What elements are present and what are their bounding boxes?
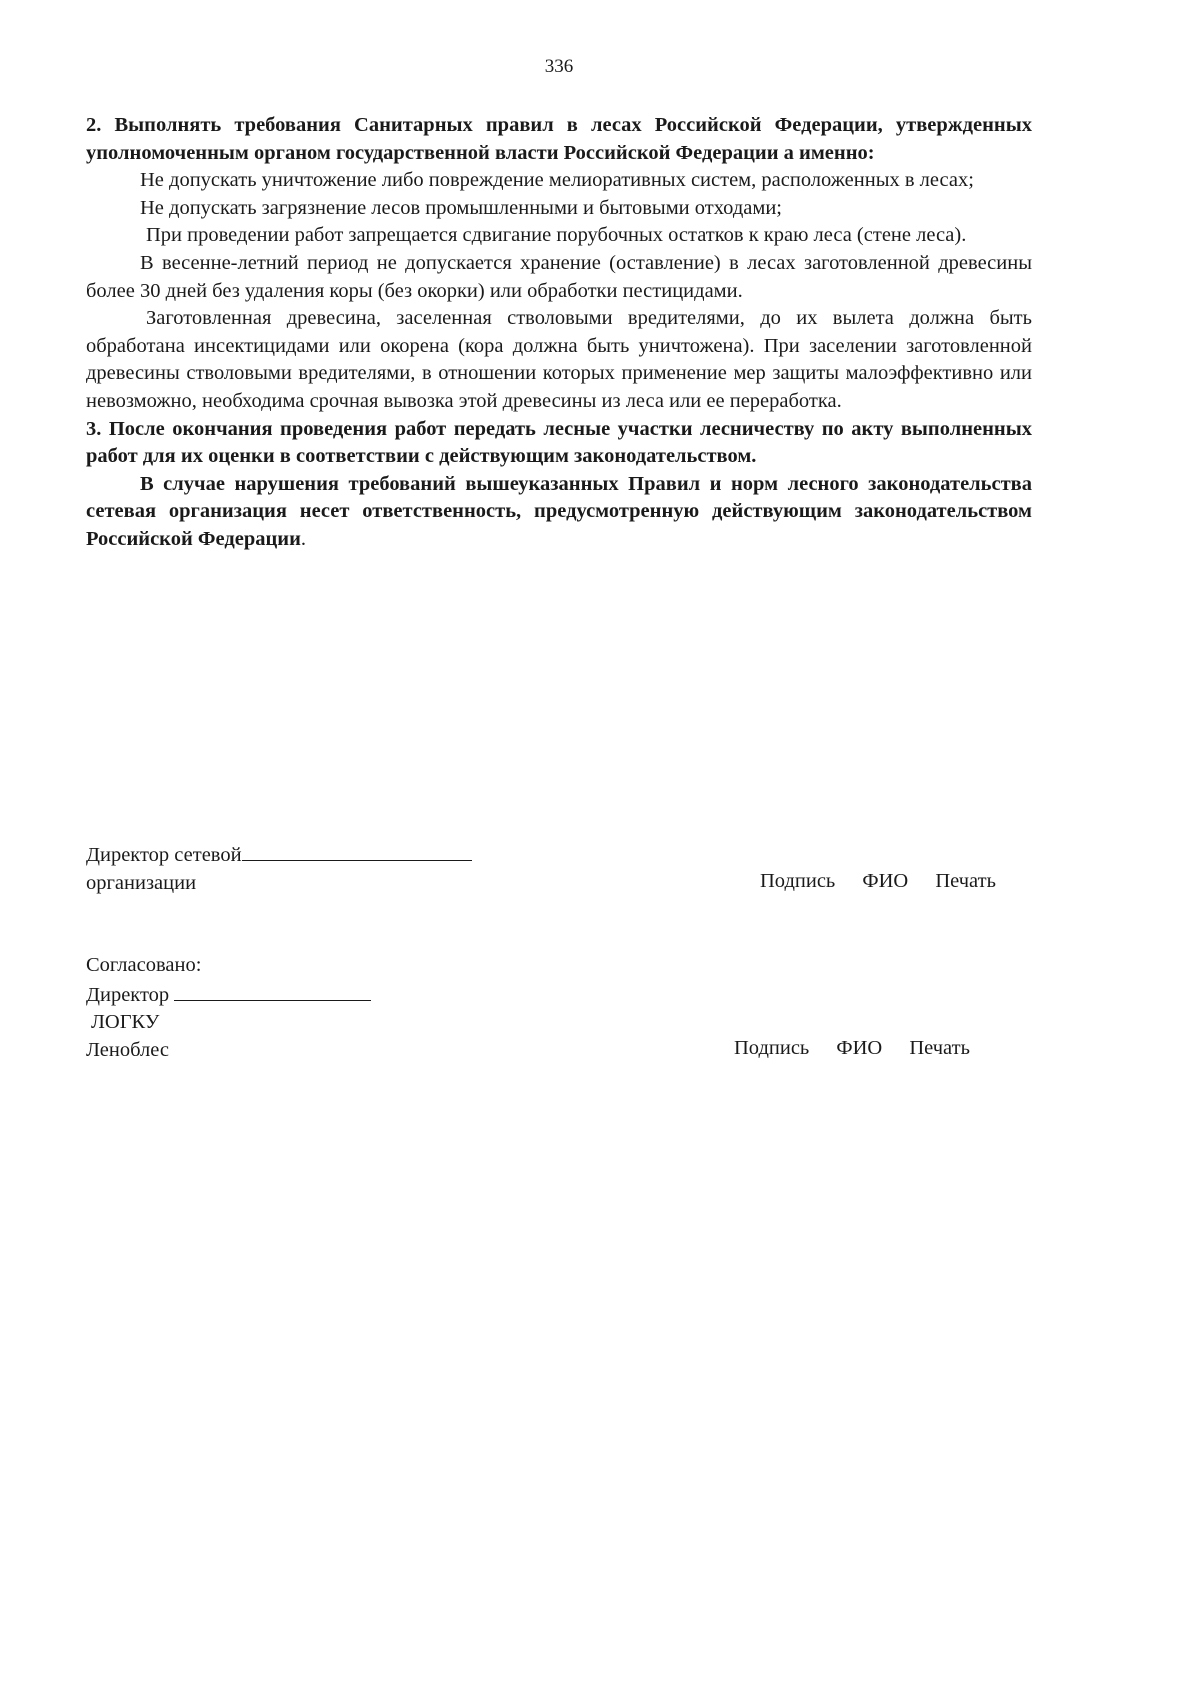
approver-title-line3: Леноблес [86, 1038, 169, 1061]
signature-line [174, 980, 371, 1001]
clause-2-item-reclamation: Не допускать уничтожение либо повреждение мелиоративных систем, расположенных в лесах; [140, 169, 974, 192]
clause-2-item-pollution: Не допускать загрязнение лесов промышленными и бытовыми отходами; [140, 196, 783, 219]
name-label: ФИО [862, 870, 909, 892]
page-number: 336 [544, 56, 574, 77]
stamp-label: Печать [909, 1037, 970, 1059]
name-label: ФИО [836, 1037, 883, 1059]
sign-label: Подпись [760, 870, 836, 892]
approver-title-line1: Директор [86, 983, 170, 1006]
signature-columns-1 [760, 868, 996, 896]
approver-title-line2: ЛОГКУ [91, 1011, 160, 1034]
clause-2-heading: 2. Выполнять требования Санитарных правил в лесах Российской Федерации, утвержденных уполномоченным органом государственной власти Российской Федерации а именно: [86, 114, 1032, 164]
signature-line [242, 840, 472, 861]
liability-clause [86, 471, 1032, 554]
document-body [86, 112, 1032, 554]
signature-columns-2 [734, 1035, 970, 1063]
agreed-label: Согласовано: [86, 954, 202, 976]
clause-2-item-pest-treatment: Заготовленная древесина, заселенная стволовыми вредителями, до их вылета должна быть обработана инсектицидами или окорена (кора должна быть уничтожена). При заселении заготовленной древесины стволовыми вредителями, в отношении которых применение мер защиты малоэффективно или невозможно, необходима срочная вывозка этой древесины из леса или ее переработка. [86, 307, 1032, 412]
stamp-label: Печать [935, 870, 996, 892]
clause-3-heading: 3. После окончания проведения работ передать лесные участки лесничеству по акту выполненных работ для их оценки в соответствии с действующим законодательством. [86, 417, 1032, 468]
signer-title-line2: организации [86, 871, 197, 894]
signature-block-agreed [86, 952, 371, 1064]
liability-clause-period: . [300, 527, 307, 550]
signature-block-network-org [86, 840, 472, 897]
sign-label: Подпись [734, 1037, 810, 1059]
signer-title-line1: Директор сетевой [86, 844, 242, 866]
clause-2-item-logging-residue: При проведении работ запрещается сдвигание порубочных остатков к краю леса (стене леса). [146, 224, 967, 247]
clause-2-item-timber-storage: В весенне-летний период не допускается хранение (оставление) в лесах заготовленной древесины более 30 дней без удаления коры (без окорки) или обработки пестицидами. [86, 251, 1032, 302]
liability-clause-text: В случае нарушения требований вышеуказанных Правил и норм лесного законодательства сетевая организация несет ответственность, предусмотренную действующим законодательством Российской Федерации [86, 472, 1032, 550]
